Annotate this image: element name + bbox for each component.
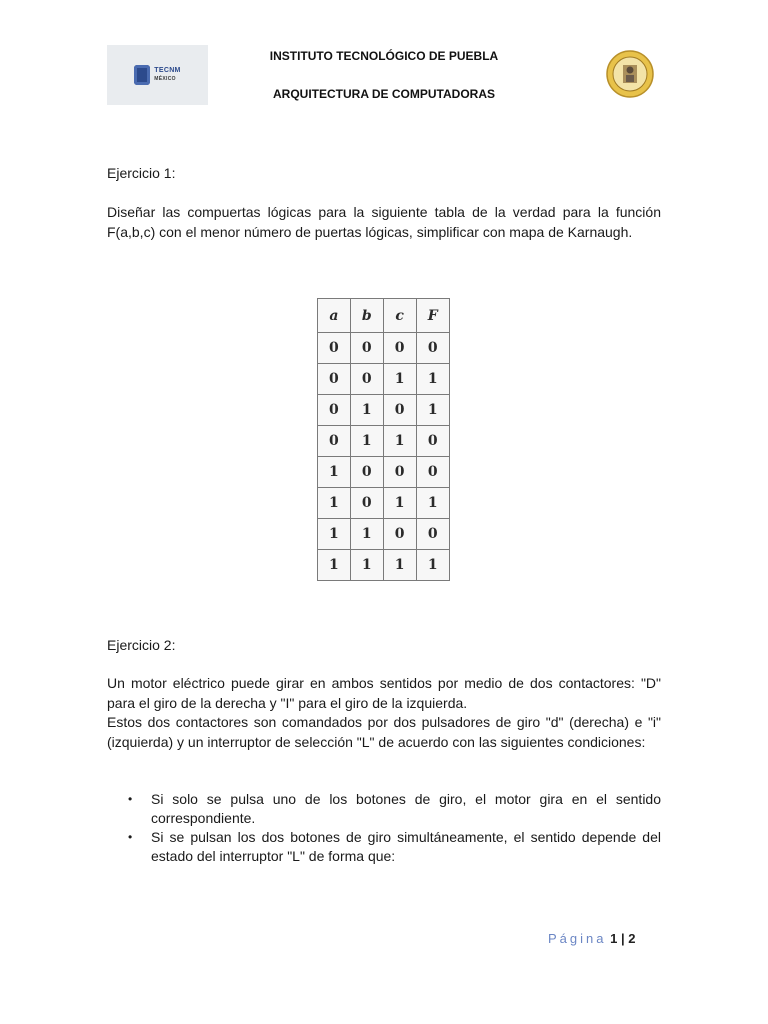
bullet-icon: • bbox=[128, 830, 133, 844]
cell: 1 bbox=[350, 426, 383, 457]
cell: 1 bbox=[318, 488, 351, 519]
logo-text: TECNM bbox=[154, 67, 181, 74]
cell: 0 bbox=[318, 333, 351, 364]
truth-table-header-row bbox=[318, 299, 450, 333]
table-row bbox=[318, 519, 450, 550]
logo-subtext: MÉXICO bbox=[154, 76, 176, 82]
cell: 0 bbox=[318, 426, 351, 457]
cell: 0 bbox=[350, 333, 383, 364]
list-item bbox=[107, 790, 661, 828]
cell: 1 bbox=[416, 550, 449, 581]
cell: 0 bbox=[383, 333, 416, 364]
page-number: 1 bbox=[610, 931, 618, 946]
cell: 1 bbox=[350, 395, 383, 426]
page-footer bbox=[548, 931, 635, 946]
cell: 1 bbox=[318, 550, 351, 581]
header-f: F bbox=[416, 299, 449, 333]
cell: 0 bbox=[383, 457, 416, 488]
page-total: 2 bbox=[628, 931, 636, 946]
cell: 1 bbox=[383, 488, 416, 519]
exercise2-paragraph-2: Estos dos contactores son comandados por dos pulsadores de giro "d" (derecha) e "i" (izquierda) y un interruptor de selección "L" de acuerdo con las siguientes condiciones: bbox=[107, 714, 661, 750]
list-item bbox=[107, 828, 661, 866]
cell: 0 bbox=[416, 519, 449, 550]
institute-title: INSTITUTO TECNOLÓGICO DE PUEBLA bbox=[269, 49, 499, 63]
list-item-text: Si se pulsan los dos botones de giro simultáneamente, el sentido depende del estado del interruptor "L" de forma que: bbox=[151, 829, 661, 864]
cell: 1 bbox=[318, 519, 351, 550]
page-label: Página bbox=[548, 931, 607, 946]
cell: 0 bbox=[416, 426, 449, 457]
exercise2-paragraph-1: Un motor eléctrico puede girar en ambos sentidos por medio de dos contactores: "D" para el giro de la derecha y "I" para el giro de la izquierda. bbox=[107, 675, 661, 711]
cell: 1 bbox=[350, 519, 383, 550]
table-row bbox=[318, 333, 450, 364]
cell: 1 bbox=[383, 550, 416, 581]
cell: 1 bbox=[416, 395, 449, 426]
exercise1-body: Diseñar las compuertas lógicas para la siguiente tabla de la verdad para la función F(a,b,c) con el menor número de puertas lógicas, simplificar con mapa de Karnaugh. bbox=[107, 204, 661, 240]
header-b: b bbox=[350, 299, 383, 333]
bullet-icon: • bbox=[128, 792, 133, 806]
header-a: a bbox=[318, 299, 351, 333]
cell: 0 bbox=[350, 364, 383, 395]
cell: 0 bbox=[416, 457, 449, 488]
table-row bbox=[318, 457, 450, 488]
cell: 0 bbox=[350, 457, 383, 488]
cell: 0 bbox=[383, 395, 416, 426]
cell: 0 bbox=[318, 395, 351, 426]
header-c: c bbox=[383, 299, 416, 333]
exercise1-title: Ejercicio 1: bbox=[107, 165, 176, 181]
subject-title: ARQUITECTURA DE COMPUTADORAS bbox=[273, 87, 495, 101]
cell: 1 bbox=[350, 550, 383, 581]
conditions-list bbox=[107, 790, 661, 866]
cell: 0 bbox=[383, 519, 416, 550]
table-row bbox=[318, 395, 450, 426]
list-item-text: Si solo se pulsa uno de los botones de giro, el motor gira en el sentido correspondiente. bbox=[151, 791, 661, 826]
cell: 1 bbox=[318, 457, 351, 488]
table-row bbox=[318, 488, 450, 519]
cell: 1 bbox=[416, 364, 449, 395]
truth-table bbox=[317, 298, 450, 581]
cell: 1 bbox=[383, 426, 416, 457]
cell: 1 bbox=[383, 364, 416, 395]
cell: 1 bbox=[416, 488, 449, 519]
cell: 0 bbox=[416, 333, 449, 364]
tecnm-gear-icon bbox=[134, 65, 150, 85]
cell: 0 bbox=[350, 488, 383, 519]
page-separator: | bbox=[620, 931, 625, 946]
table-row bbox=[318, 550, 450, 581]
table-row bbox=[318, 426, 450, 457]
exercise2-title: Ejercicio 2: bbox=[107, 637, 176, 653]
cell: 0 bbox=[318, 364, 351, 395]
table-row bbox=[318, 364, 450, 395]
